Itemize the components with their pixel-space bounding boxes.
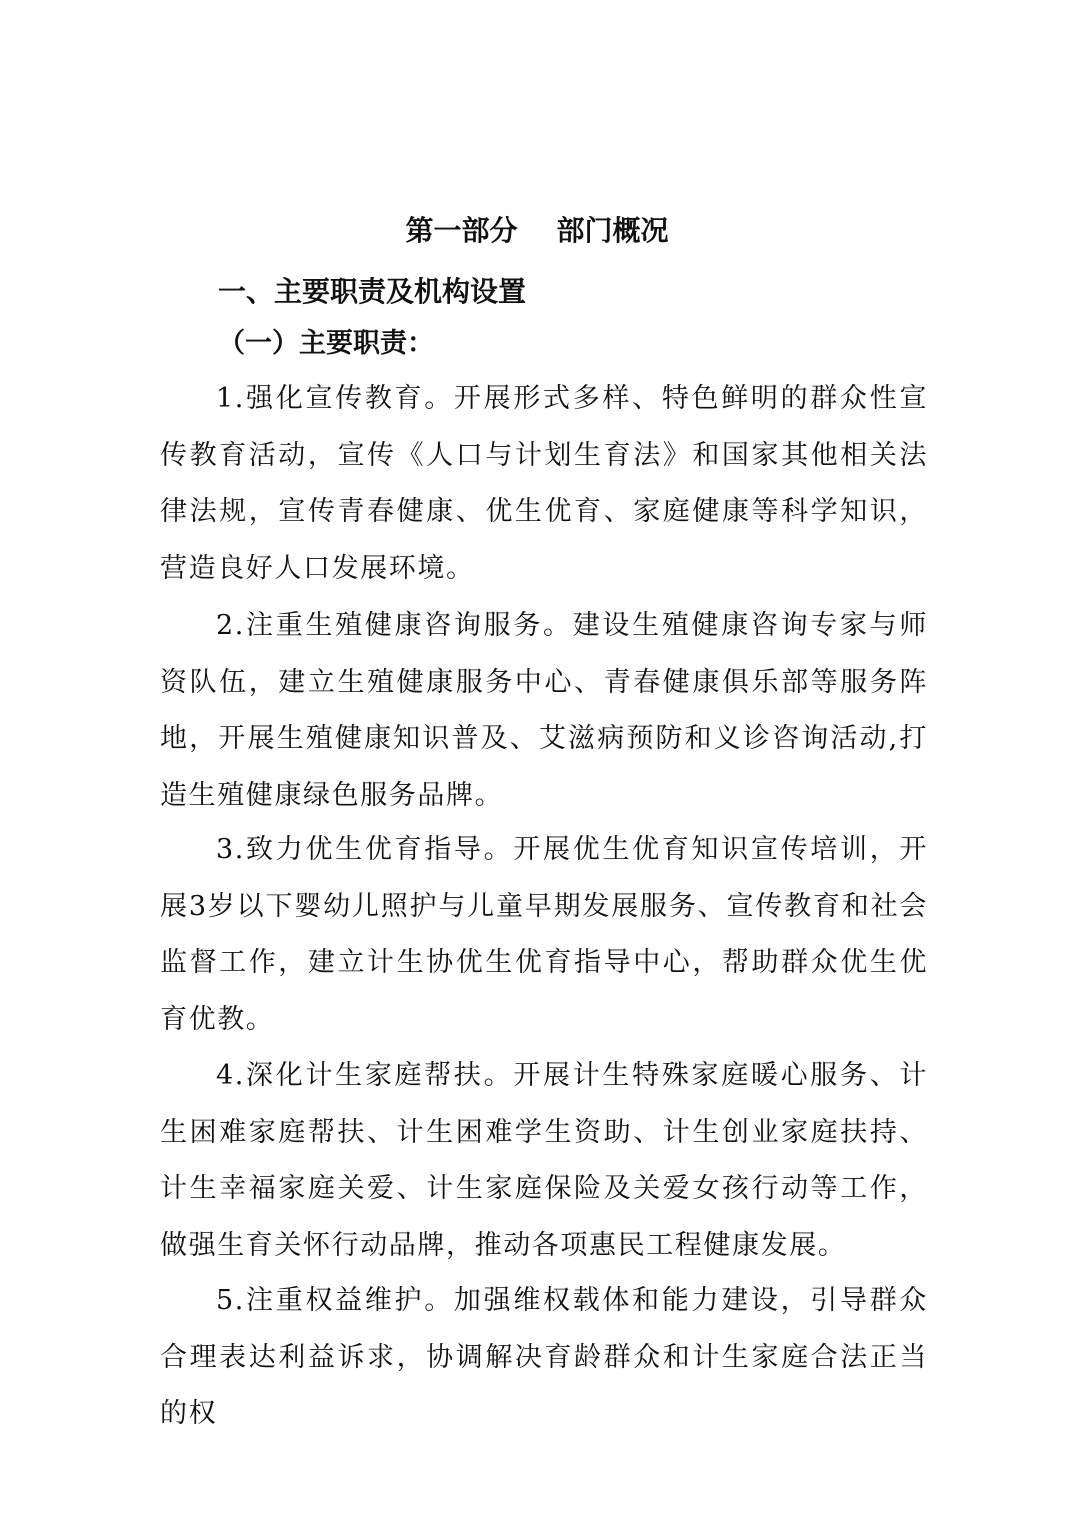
subsection-title: （一）主要职责： bbox=[218, 328, 434, 359]
paragraph-3: 3.致力优生优育指导。开展优生优育知识宣传培训，开展3岁以下婴幼儿照护与儿童早期发展服务、宣传教育和社会监督工作，建立计生协优生优育指导中心，帮助群众优生优育优教。 bbox=[160, 834, 928, 1035]
section-title: 一、主要职责及机构设置 bbox=[218, 275, 527, 308]
paragraph-1: 1.强化宣传教育。开展形式多样、特色鲜明的群众性宣传教育活动，宣传《人口与计划生育法》和国家其他相关法律法规，宣传青春健康、优生优育、家庭健康等科学知识，营造良好人口发展环境。 bbox=[160, 383, 928, 584]
paragraph-2: 2.注重生殖健康咨询服务。建设生殖健康咨询专家与师资队伍，建立生殖健康服务中心、青春健康俱乐部等服务阵地，开展生殖健康知识普及、艾滋病预防和义诊咨询活动,打造生殖健康绿色服务品牌。 bbox=[160, 610, 928, 811]
paragraph-4: 4.深化计生家庭帮扶。开展计生特殊家庭暖心服务、计生困难家庭帮扶、计生困难学生资助、计生创业家庭扶持、计生幸福家庭关爱、计生家庭保险及关爱女孩行动等工作，做强生育关怀行动品牌，推动各项惠民工程健康发展。 bbox=[160, 1060, 928, 1261]
part-title: 第一部分 部门概况 bbox=[405, 214, 669, 247]
paragraph-5: 5.注重权益维护。加强维权载体和能力建设，引导群众合理表达利益诉求，协调解决育龄群众和计生家庭合法正当的权 bbox=[160, 1285, 928, 1429]
